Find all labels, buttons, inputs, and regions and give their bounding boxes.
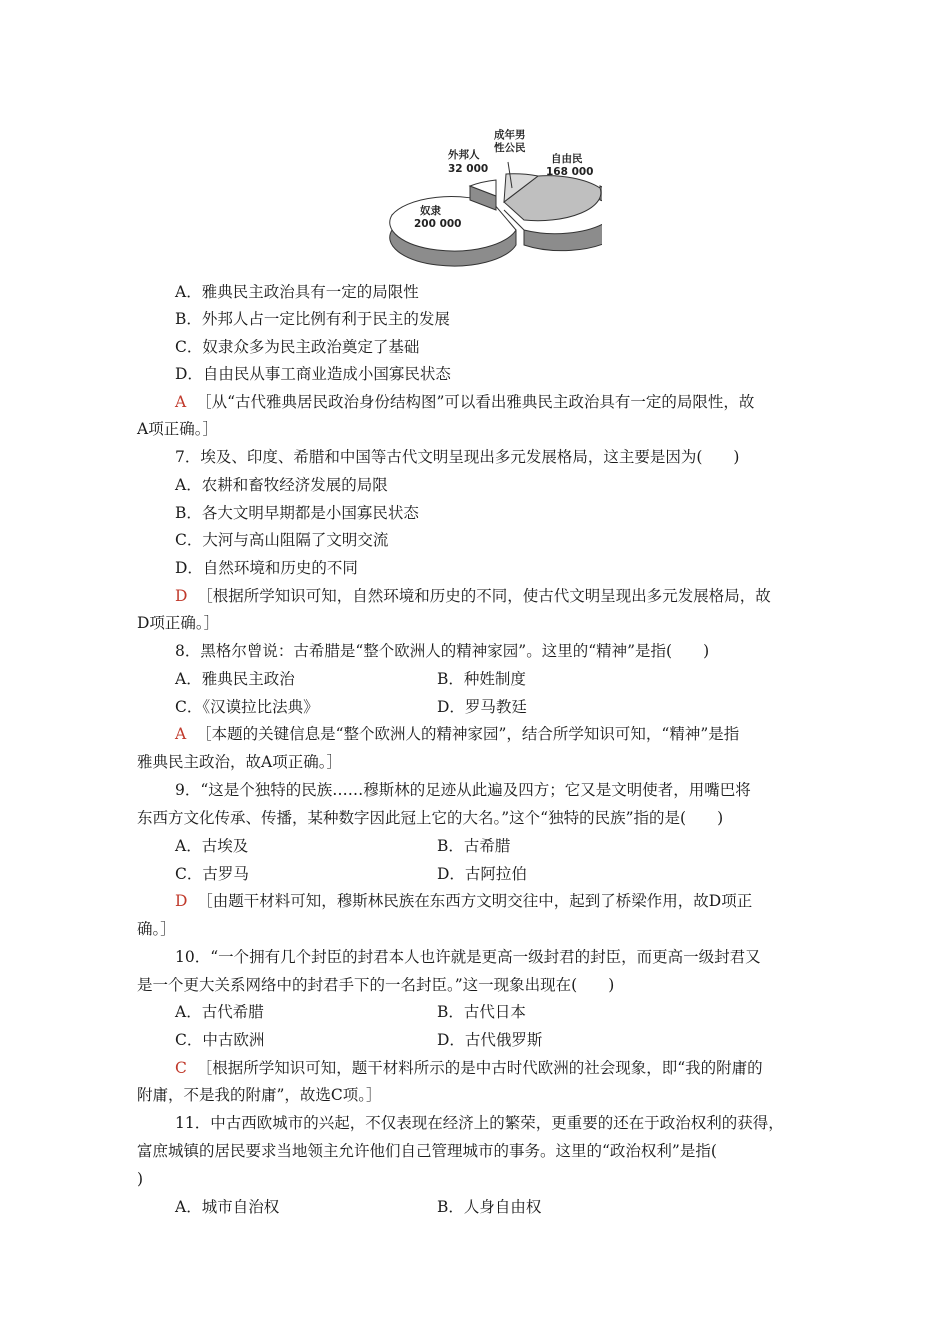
q8-answer-line1 [175, 724, 950, 744]
q9-options-row2 [175, 864, 875, 884]
q9-stem-line2: 东西方文化传承、传播，某种数字因此冠上它的大名。”这个“独特的民族”指的是( ) [137, 809, 724, 827]
q6-answer-line2: A项正确。］ [137, 420, 218, 438]
q8-options-row2 [175, 697, 875, 717]
label-citizen-line2: 性公民 [494, 142, 526, 154]
q8-option-c: C．《汉谟拉比法典》 [175, 698, 319, 716]
q8-answer-line2: 雅典民主政治，故A项正确。］ [137, 753, 342, 771]
label-slave-value: 200 000 [414, 218, 462, 230]
q6-option-a: A．雅典民主政治具有一定的局限性 [175, 283, 419, 301]
q11-option-a: A．城市自治权 [175, 1198, 280, 1216]
q11-option-b: B．人身自由权 [437, 1198, 542, 1216]
q9-option-a: A．古埃及 [175, 837, 249, 855]
q10-answer-line2: 附庸，不是我的附庸”，故选C项。］ [137, 1086, 382, 1104]
q9-option-c: C．古罗马 [175, 865, 249, 883]
q8-option-a: A．雅典民主政治 [175, 670, 295, 688]
q9-option-d: D．古阿拉伯 [437, 865, 527, 883]
q10-option-d: D．古代俄罗斯 [437, 1031, 543, 1049]
q8-option-b: B．种姓制度 [437, 670, 526, 688]
label-free-name: 自由民 [551, 153, 583, 165]
q6-answer-text: ［从“古代雅典居民政治身份结构图”可以看出雅典民主政治具有一定的局限性，故 [196, 393, 755, 411]
label-foreigner-name: 外邦人 [448, 149, 480, 161]
q10-option-b: B．古代日本 [437, 1003, 526, 1021]
label-free-value: 168 000 [546, 166, 594, 178]
q7-option-c: C．大河与高山阻隔了文明交流 [175, 531, 389, 549]
label-citizen-line1: 成年男 [494, 129, 526, 141]
q9-option-b: B．古希腊 [437, 837, 511, 855]
q10-answer-text: ［根据所学知识可知，题干材料所示的是中古时代欧洲的社会现象，即“我的附庸的 [196, 1059, 763, 1077]
q10-option-c: C．中古欧洲 [175, 1031, 265, 1049]
q9-answer-letter: D [175, 892, 188, 910]
q11-options-row1 [175, 1197, 875, 1217]
q9-answer-line2: 确。］ [137, 920, 176, 938]
q9-answer-line1 [175, 891, 950, 911]
q7-answer-letter: D [175, 587, 188, 605]
q7-stem: 7．埃及、印度、希腊和中国等古代文明呈现出多元发展格局，这主要是因为( ) [175, 448, 740, 466]
q7-answer-line2: D项正确。］ [137, 614, 220, 632]
q7-answer-line1 [175, 586, 950, 606]
q6-answer-letter: A [175, 393, 187, 411]
q8-stem: 8．黑格尔曾说：古希腊是“整个欧洲人的精神家园”。这里的“精神”是指( ) [175, 642, 710, 660]
q8-answer-letter: A [175, 725, 187, 743]
q10-answer-letter: C [175, 1059, 187, 1077]
q6-option-d: D．自由民从事工商业造成小国寡民状态 [175, 365, 451, 383]
q11-stem-line3: ) [137, 1170, 144, 1188]
q7-answer-text: ［根据所学知识可知，自然环境和历史的不同，使古代文明呈现出多元发展格局，故 [197, 587, 771, 605]
q8-answer-text: ［本题的关键信息是“整个欧洲人的精神家园”，结合所学知识可知，“精神”是指 [196, 725, 740, 743]
q10-options-row2 [175, 1030, 875, 1050]
q6-answer-line1 [175, 392, 950, 412]
q10-stem-line2: 是一个更大关系网络中的封君手下的一名封臣。”这一现象出现在( ) [137, 976, 615, 994]
q11-stem-line1: 11．中古西欧城市的兴起，不仅表现在经济上的繁荣，更重要的还在于政治权利的获得， [175, 1114, 784, 1132]
q9-stem-line1: 9．“这是个独特的民族……穆斯林的足迹从此遍及四方；它又是文明使者，用嘴巴将 [175, 781, 751, 799]
q9-answer-text: ［由题干材料可知，穆斯林民族在东西方文明交往中，起到了桥梁作用，故D项正 [197, 892, 753, 910]
q11-stem-line2: 富庶城镇的居民要求当地领主允许他们自己管理城市的事务。这里的“政治权利”是指( [137, 1142, 717, 1160]
q7-option-b: B．各大文明早期都是小国寡民状态 [175, 504, 419, 522]
population-pie-chart [386, 120, 602, 270]
q10-stem-line1: 10．“一个拥有几个封臣的封君本人也许就是更高一级封君的封臣，而更高一级封君又 [175, 948, 761, 966]
q10-option-a: A．古代希腊 [175, 1003, 264, 1021]
q8-options-row1 [175, 669, 875, 689]
q6-option-c: C．奴隶众多为民主政治奠定了基础 [175, 338, 420, 356]
q7-option-d: D．自然环境和历史的不同 [175, 559, 358, 577]
q7-option-a: A．农耕和畜牧经济发展的局限 [175, 476, 388, 494]
q8-option-d: D．罗马教廷 [437, 698, 527, 716]
label-foreigner-value: 32 000 [448, 163, 489, 175]
q10-answer-line1 [175, 1058, 950, 1078]
q9-options-row1 [175, 836, 875, 856]
q10-options-row1 [175, 1002, 875, 1022]
q6-option-b: B．外邦人占一定比例有利于民主的发展 [175, 310, 450, 328]
label-slave-name: 奴隶 [420, 205, 441, 217]
